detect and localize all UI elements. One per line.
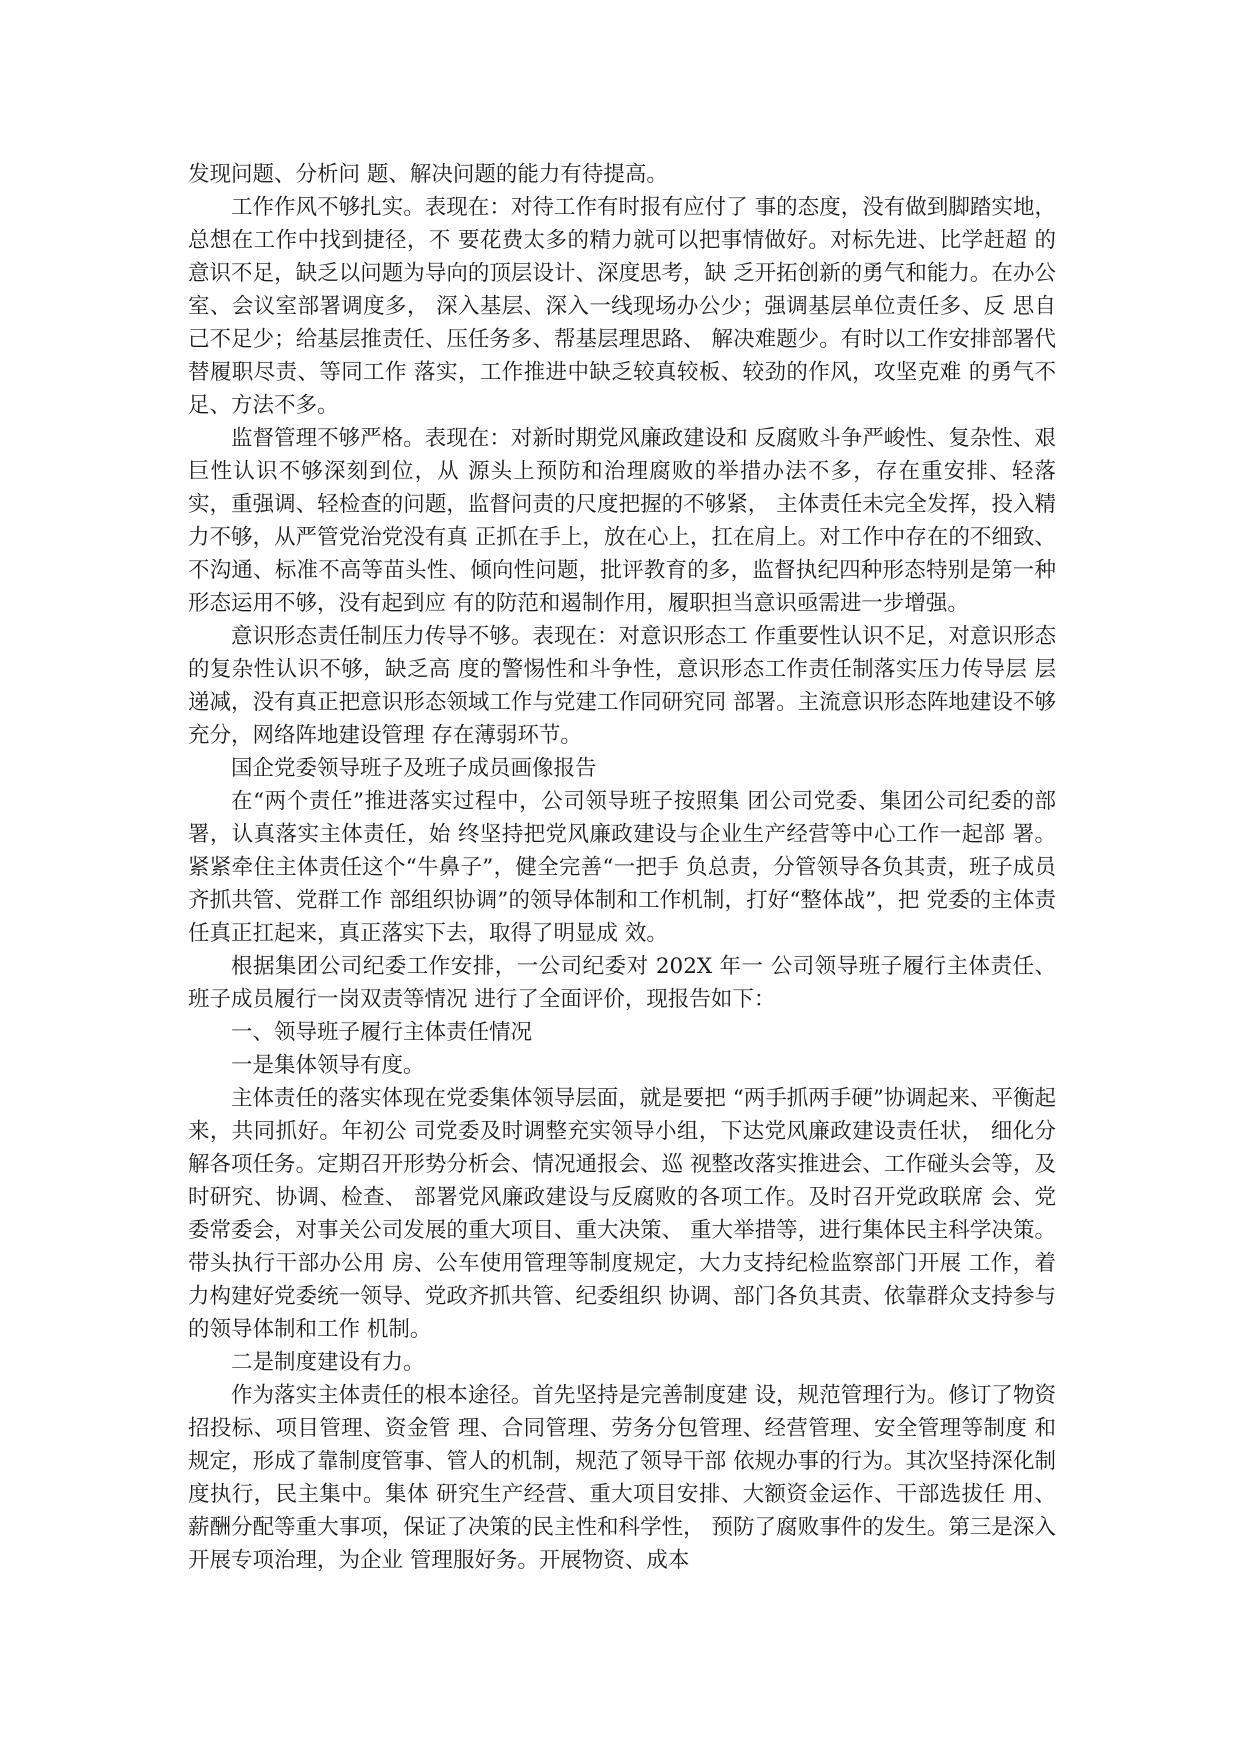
heading-system-building: 二是制度建设有力。: [231, 1350, 425, 1375]
paragraph-work-style: 工作作风不够扎实。表现在：对待工作有时报有应付了 事的态度，没有做到脚踏实地，总想在工作中找到捷径，不 要花费太多的精力就可以把事情做好。对标先进、比学赶超 的意识不足，缺乏以问题为导向的顶层设计、深度思考，缺 乏开拓创新的勇气和能力。在办公室、会议室部署调度多， 深入基层、深入一线现场办公少；强调基层单位责任多、反 思自己不足少；给基层推责任、压任务多、帮基层理思路、 解决难题少。有时以工作安排部署代替履职尽责、等同工作 落实，工作推进中缺乏较真较板、较劲的作风，攻坚克难 的勇气不足、方法不多。: [188, 195, 1056, 418]
document-body: [188, 158, 1056, 1577]
paragraph-evaluation: 根据集团公司纪委工作安排，一公司纪委对 202X 年一 公司领导班子履行主体责任、班子成员履行一岗双责等情况 进行了全面评价，现报告如下：: [188, 954, 1056, 1012]
paragraph-continuation: 发现问题、分析问 题、解决问题的能力有待提高。: [188, 162, 668, 187]
paragraph-system-building: 作为落实主体责任的根本途径。首先坚持是完善制度建 设，规范管理行为。修订了物资招投标、项目管理、资金管 理、合同管理、劳务分包管理、经营管理、安全管理等制度 和规定，形成了靠制度管事、管人的机制，规范了领导干部 依规办事的行为。其次坚持深化制度执行，民主集中。集体 研究生产经营、重大项目安排、大额资金运作、干部选拔任 用、薪酬分配等重大事项，保证了决策的民主性和科学性， 预防了腐败事件的发生。第三是深入开展专项治理，为企业 管理服好务。开展物资、成本: [188, 1383, 1056, 1573]
paragraph-collective-leadership: 主体责任的落实体现在党委集体领导层面，就是要把 “两手抓两手硬”协调起来、平衡起来，共同抓好。年初公 司党委及时调整充实领导小组，下达党风廉政建设责任状， 细化分解各项任务。定期召开形势分析会、情况通报会、巡 视整改落实推进会、工作碰头会等，及时研究、协调、检查、 部署党风廉政建设与反腐败的各项工作。及时召开党政联席 会、党委常委会，对事关公司发展的重大项目、重大决策、 重大举措等，进行集体民主科学决策。带头执行干部办公用 房、公车使用管理等制度规定，大力支持纪检监察部门开展 工作，着力构建好党委统一领导、党政齐抓共管、纪委组织 协调、部门各负其责、依靠群众支持参与的领导体制和工作 机制。: [188, 1086, 1056, 1342]
heading-collective-leadership: 一是集体领导有度。: [231, 1053, 425, 1078]
heading-leadership-responsibility: 一、领导班子履行主体责任情况: [231, 1020, 533, 1045]
paragraph-supervision: 监督管理不够严格。表现在：对新时期党风廉政建设和 反腐败斗争严峻性、复杂性、艰巨性认识不够深刻到位，从 源头上预防和治理腐败的举措办法不多，存在重安排、轻落 实，重强调、轻检查的问题，监督问责的尺度把握的不够紧， 主体责任未完全发挥，投入精力不够，从严管党治党没有真 正抓在手上，放在心上，扛在肩上。对工作中存在的不细致、 不沟通、标准不高等苗头性、倾向性问题，批评教育的多，监督执纪四种形态特别是第一种形态运用不够，没有起到应 有的防范和遏制作用，履职担当意识亟需进一步增强。: [188, 426, 1056, 616]
paragraph-ideology: 意识形态责任制压力传导不够。表现在：对意识形态工 作重要性认识不足，对意识形态的复杂性认识不够，缺乏高 度的警惕性和斗争性，意识形态工作责任制落实压力传导层 层递减，没有真正把意识形态领域工作与党建工作同研究同 部署。主流意识形态阵地建设不够充分，网络阵地建设管理 存在薄弱环节。: [188, 624, 1056, 748]
section-title: 国企党委领导班子及班子成员画像报告: [231, 756, 597, 781]
paragraph-two-responsibilities: 在“两个责任”推进落实过程中，公司领导班子按照集 团公司党委、集团公司纪委的部署，认真落实主体责任，始 终坚持把党风廉政建设与企业生产经营等中心工作一起部 署。紧紧牵住主体责任这个“牛鼻子”，健全完善“一把手 负总责，分管领导各负其责，班子成员齐抓共管、党群工作 部组织协调”的领导体制和工作机制，打好“整体战”，把 党委的主体责任真正扛起来，真正落实下去，取得了明显成 效。: [188, 789, 1056, 946]
